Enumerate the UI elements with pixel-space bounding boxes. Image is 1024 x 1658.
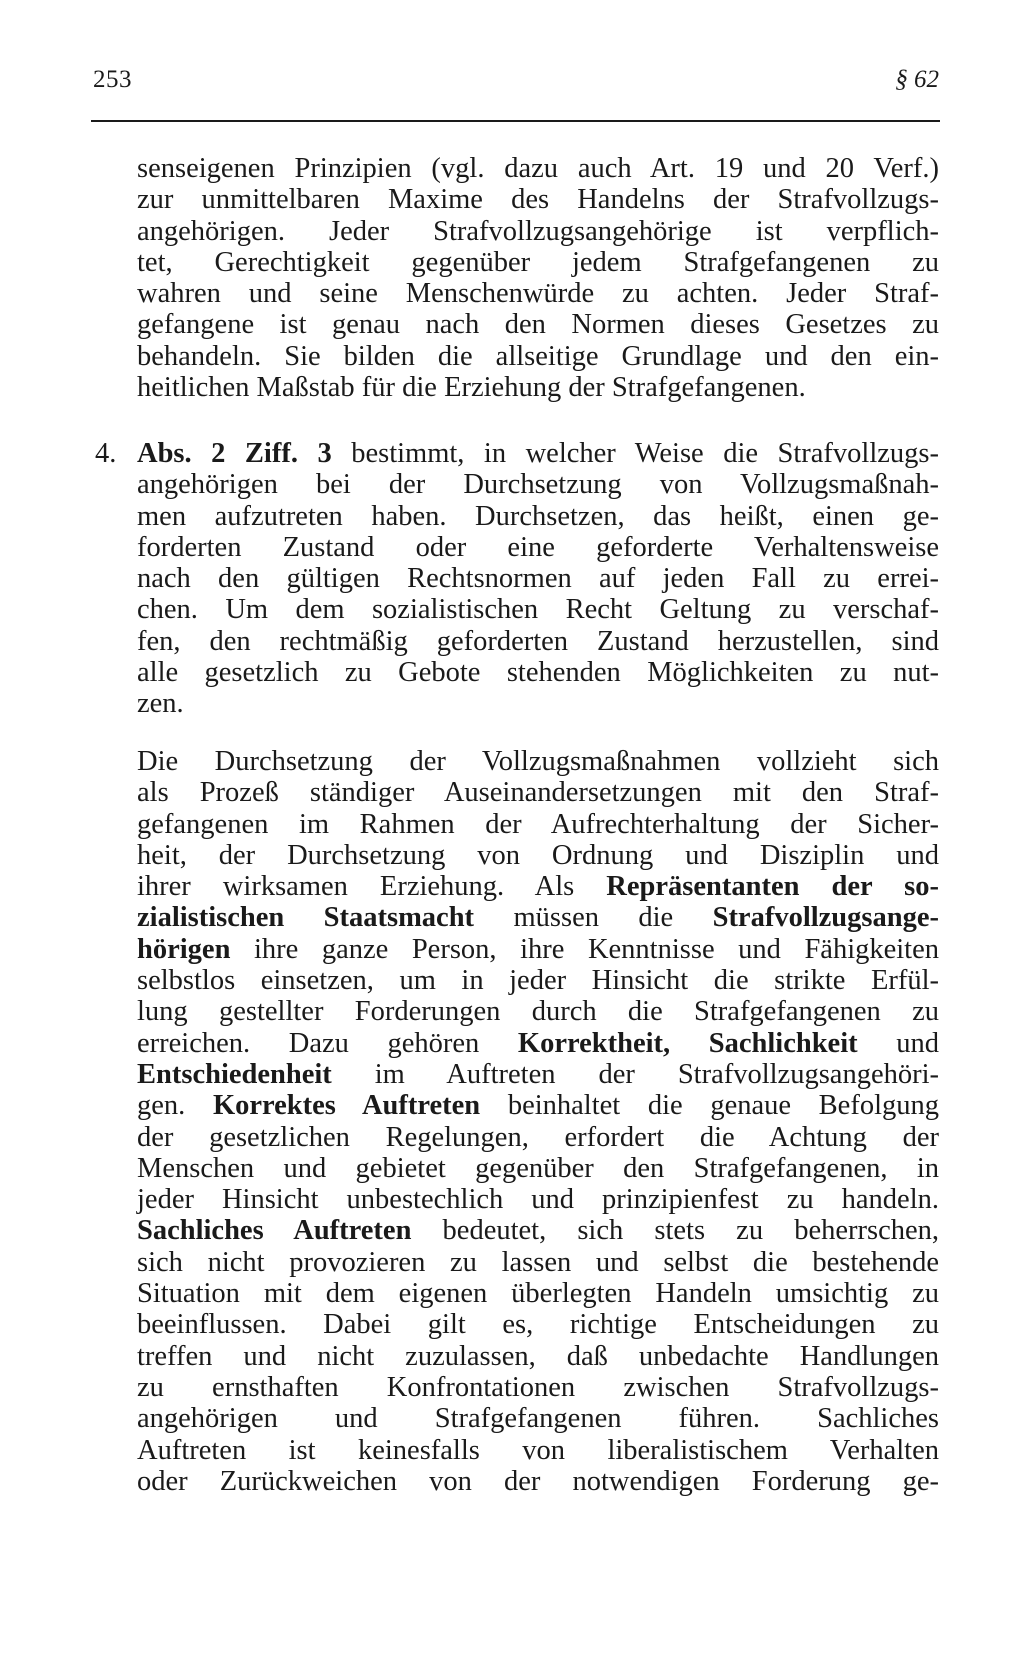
text-line: wahren und seine Menschenwürde zu achten. Jeder Straf- [137,278,939,310]
text-line: gefangene ist genau nach den Normen dieses Gesetzes zu [137,309,939,341]
text-line [137,934,939,965]
text-segment: erreichen. Dazu gehören [137,1027,518,1059]
bold-term: Korrektheit, Sachlichkeit [517,1027,858,1059]
text-line: heitlichen Maßstab für die Erziehung der Strafgefangenen. [137,372,806,404]
text-segment: im Auftreten der Strafvollzugsangehöri- [331,1058,939,1090]
text-line: zu ernsthaften Konfrontationen zwischen Strafvollzugs- [137,1371,939,1403]
text-line: men aufzutreten haben. Durchsetzen, das heißt, einen ge- [137,500,939,532]
text-line: tet, Gerechtigkeit gegenüber jedem Strafgefangenen zu [137,246,939,278]
text-line: nach den gültigen Rechtsnormen auf jeden Fall zu errei- [137,563,939,595]
text-line: jeder Hinsicht unbestechlich und prinzipienfest zu handeln. [137,1184,939,1216]
bold-term: Entschiedenheit [137,1058,332,1090]
text-line [137,1215,939,1246]
text-line: angehörigen bei der Durchsetzung von Vollzugsmaßnah- [137,469,939,501]
text-line: Menschen und gebietet gegenüber den Strafgefangenen, in [137,1152,939,1184]
text-line: der gesetzlichen Regelungen, erfordert die Achtung der [137,1121,939,1153]
text-line [137,438,939,469]
bold-term: Sachliches Auftreten [137,1215,412,1247]
text-line: selbstlos einsetzen, um in jeder Hinsicht die strikte Erfül- [137,965,939,997]
text-line: zen. [137,688,184,720]
paragraph-enforcement [137,746,939,1497]
paragraph-number: 4. [95,438,117,469]
bold-term: Korrektes Auftreten [212,1090,481,1122]
text-line: als Prozeß ständiger Auseinandersetzungen mit den Straf- [137,777,939,809]
text-line: zur unmittelbaren Maxime des Handelns der Strafvollzugs- [137,184,939,216]
section-marker: § 62 [895,66,939,93]
text-line [137,1059,939,1090]
text-line: Auftreten ist keinesfalls von liberalistischem Verhalten [137,1434,939,1466]
text-line: heit, der Durchsetzung von Ordnung und Disziplin und [137,839,939,871]
text-line [137,871,939,902]
text-line: senseigenen Prinzipien (vgl. dazu auch Art. 19 und 20 Verf.) [137,153,939,184]
text-segment: ihre ganze Person, ihre Kenntnisse und Fähigkeiten [230,933,939,965]
text-line: gefangenen im Rahmen der Aufrechterhaltung der Sicher- [137,808,939,840]
text-segment: gen. [137,1090,213,1122]
text-line: forderten Zustand oder eine geforderte Verhaltensweise [137,531,939,563]
bold-term: hörigen [137,933,231,965]
text-segment: und [857,1027,939,1059]
text-line: treffen und nicht zuzulassen, daß unbedachte Handlungen [137,1340,939,1372]
text-line: behandeln. Sie bilden die allseitige Grundlage und den ein- [137,340,939,372]
bold-term: Repräsentanten der so- [606,871,940,903]
text-line: sich nicht provozieren zu lassen und selbst die bestehende [137,1246,939,1278]
text-segment: müssen die [474,902,713,934]
text-line [137,1090,939,1121]
text-segment: bedeutet, sich stets zu beherrschen, [411,1215,939,1247]
text-line: angehörigen und Strafgefangenen führen. Sachliches [137,1403,939,1435]
text-segment: bestimmt, in welcher Weise die Strafvollzugs- [331,438,939,469]
text-segment: beinhaltet die genaue Befolgung [480,1090,939,1122]
bold-reference: Abs. 2 Ziff. 3 [137,438,332,469]
bold-term: Strafvollzugsange- [712,902,939,934]
text-line: alle gesetzlich zu Gebote stehenden Möglichkeiten zu nut- [137,657,939,689]
text-line: fen, den rechtmäßig geforderten Zustand herzustellen, sind [137,625,939,657]
text-line [137,902,939,933]
text-line: Die Durchsetzung der Vollzugsmaßnahmen vollzieht sich [137,746,939,777]
text-line: angehörigen. Jeder Strafvollzugsangehörige ist verpflich- [137,215,939,247]
text-line [137,1028,939,1059]
paragraph-continuation [137,153,939,403]
header-rule [91,120,940,122]
page-number: 253 [93,66,132,93]
text-line: chen. Um dem sozialistischen Recht Geltung zu verschaf- [137,594,939,626]
text-segment: ihrer wirksamen Erziehung. Als [137,871,607,903]
text-line: beeinflussen. Dabei gilt es, richtige Entscheidungen zu [137,1309,939,1341]
numbered-paragraph-4 [95,438,939,720]
text-line: lung gestellter Forderungen durch die Strafgefangenen zu [137,996,939,1028]
text-line: Situation mit dem eigenen überlegten Handeln umsichtig zu [137,1278,939,1310]
text-line: oder Zurückweichen von der notwendigen Forderung ge- [137,1465,939,1497]
bold-term: zialistischen Staatsmacht [137,902,475,934]
